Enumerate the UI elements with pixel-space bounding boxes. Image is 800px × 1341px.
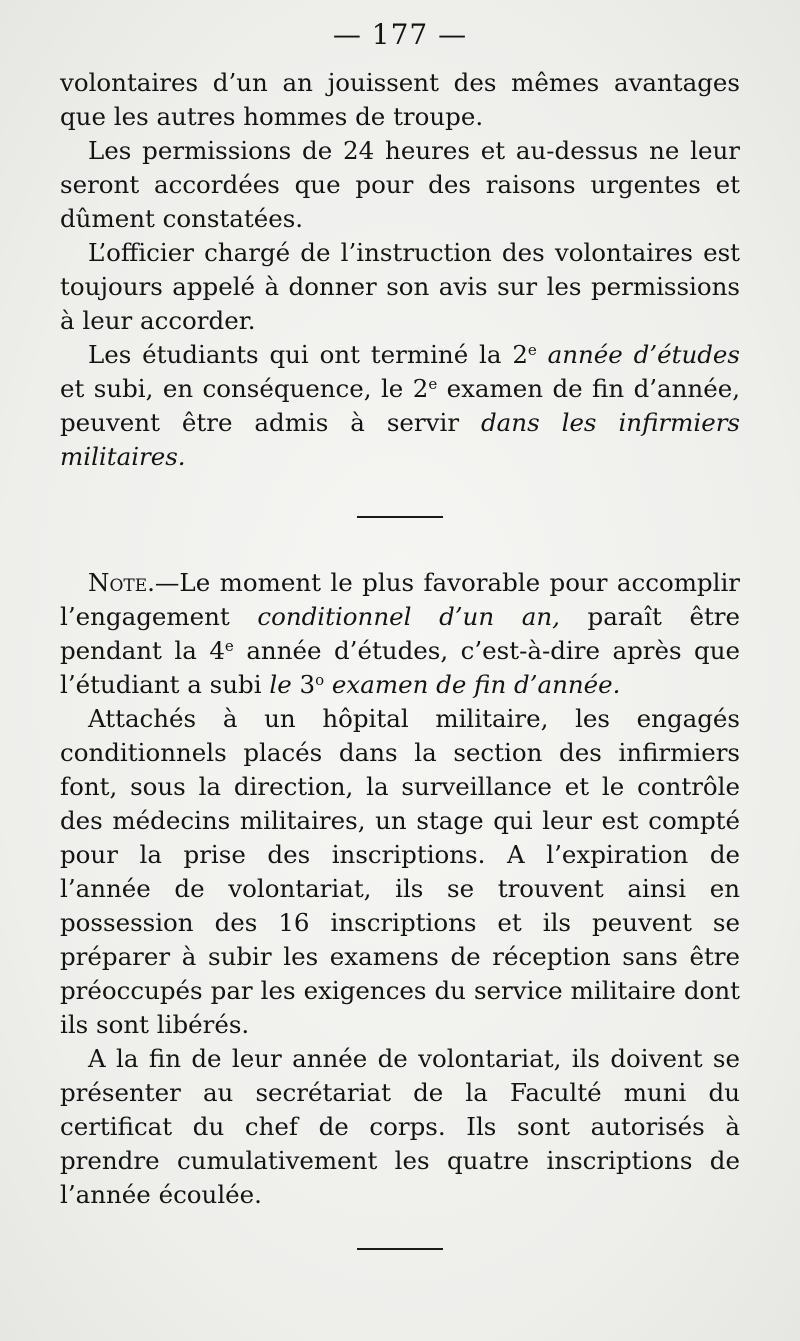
note-italic-le: le bbox=[269, 670, 292, 699]
paragraph-students bbox=[60, 338, 740, 474]
note-exam-number: 3 bbox=[299, 670, 316, 699]
section-divider-bottom bbox=[357, 1248, 443, 1250]
students-text-start: Les étudiants qui ont terminé la 2 bbox=[88, 340, 528, 369]
note-label: Note. bbox=[88, 568, 155, 597]
note-text-after: année d’études, c’est-à-dire après que l’étudiant a subi bbox=[60, 636, 741, 699]
note-superscript-2: o bbox=[315, 671, 325, 689]
paragraph-volunteers-continuation: volontaires d’un an jouissent des mêmes avantages que les autres hommes de troupe. bbox=[60, 68, 740, 131]
paragraph-officer: L’officier chargé de l’instruction des volontaires est toujours appelé à donner son avis sur les permissions à leur accorder. bbox=[60, 238, 740, 335]
note-italic-exam: examen de fin d’année. bbox=[331, 670, 621, 699]
paragraph-hospital: Attachés à un hôpital militaire, les engagés conditionnels placés dans la section des infirmiers font, sous la direction, la surveillance et le contrôle des médecins militaires, un stage qui leur est compté pour la prise des inscriptions. A l’expiration de l’année de volontariat, ils se trouvent ainsi en possession des 16 inscriptions et ils peuvent se préparer à subir les examens de réception sans être préoccupés par les exigences du service militaire dont ils sont libérés. bbox=[60, 704, 740, 1039]
students-superscript-1: e bbox=[527, 341, 537, 359]
note-text-start: Le moment le plus favorable pour accomplir l’engagement bbox=[60, 568, 740, 631]
students-superscript-2: e bbox=[428, 375, 438, 393]
paragraph-end-of-year: A la fin de leur année de volontariat, ils doivent se présenter au secrétariat de la Faculté muni du certificat du chef de corps. Ils sont autorisés à prendre cumulativement les quatre inscriptions de l’année écoulée. bbox=[60, 1044, 740, 1209]
note-italic-engagement: conditionnel d’un an, bbox=[257, 602, 560, 631]
note-superscript-1: e bbox=[224, 637, 234, 655]
students-text-middle: et subi, en conséquence, le 2 bbox=[60, 374, 429, 403]
students-italic-year: année d’études bbox=[547, 340, 740, 369]
students-italic-infirmiers: dans les infirmiers militaires. bbox=[60, 408, 740, 471]
paragraph-permissions: Les permissions de 24 heures et au-dessus ne leur seront accordées que pour des raisons urgentes et dûment constatées. bbox=[60, 136, 740, 233]
students-text-after: examen de fin d’année, peuvent être admis à servir bbox=[60, 374, 740, 437]
page-content bbox=[60, 66, 740, 1250]
section-divider-top bbox=[357, 516, 443, 518]
page-number: — 177 — bbox=[332, 18, 468, 51]
note-dash: — bbox=[154, 568, 180, 597]
note-text-middle: paraît être pendant la 4 bbox=[60, 602, 740, 665]
note-paragraph bbox=[60, 566, 740, 702]
